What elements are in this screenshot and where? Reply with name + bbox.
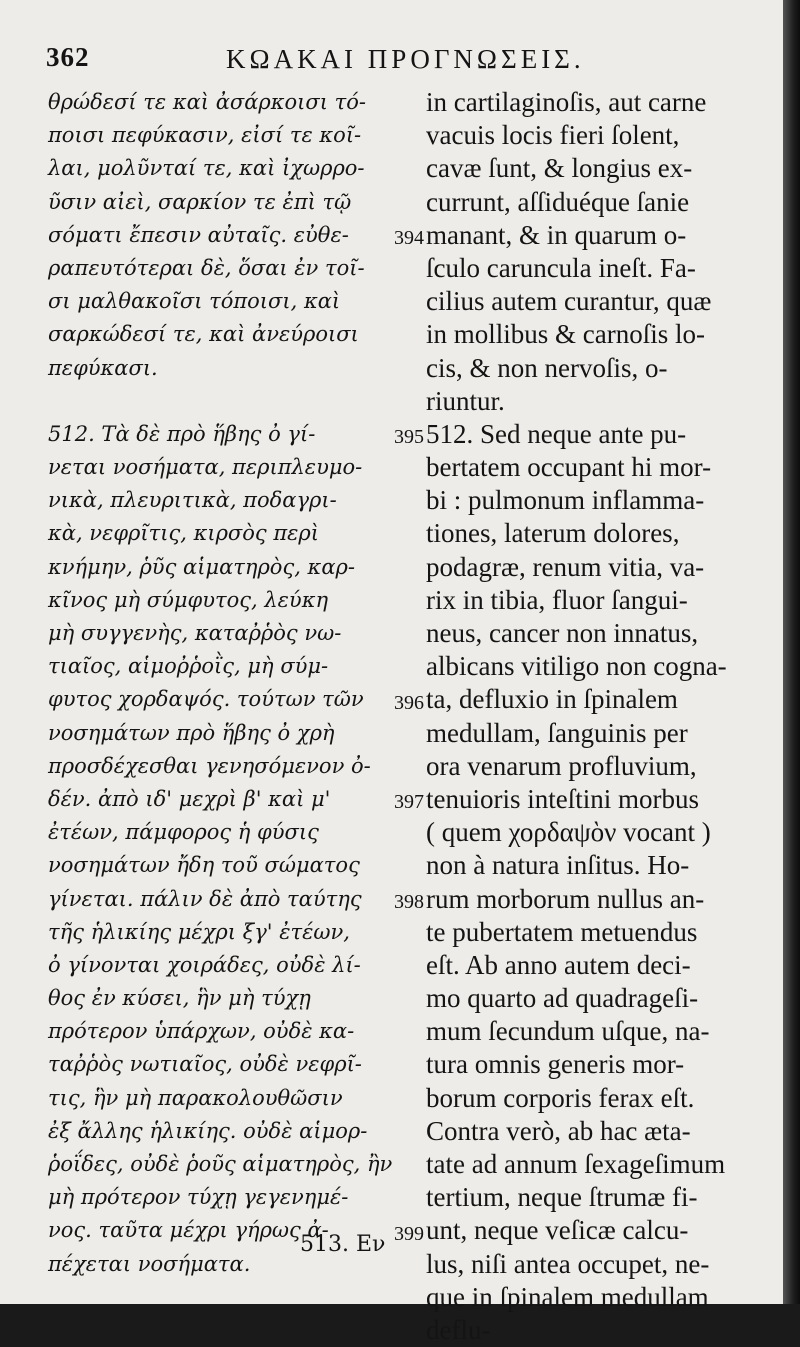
page-number: 362 [46, 42, 90, 72]
catchword: 513. Εν [300, 1232, 386, 1257]
latin-text-line: tate ad annum ſexageſimum [426, 1149, 726, 1179]
greek-text-line: θρώδεσί τε καὶ ἀσάρκοισι τό- [48, 90, 366, 114]
greek-text-column [48, 86, 408, 1281]
greek-text-line: κῖνος μὴ σύμφυτος, λεύκη [48, 587, 329, 612]
running-title: ΚΩΑΚΑΙ ΠΡΟΓΝΩΣΕΙΣ. [226, 44, 585, 74]
page-edge-shadow [783, 0, 800, 1304]
greek-text-line: σόματι ἔπεσιν αὐταῖς. εὐθε- [48, 222, 349, 247]
greek-text-line: ἐτέων, πάμφορος ἡ φύσις [48, 820, 319, 845]
greek-text-line: 512. Τὰ δὲ πρὸ ἥβης ὀ γί- [48, 421, 316, 446]
greek-text-line: ῥοΐδες, οὐδὲ ῥοῦς αἱματηρὸς, ἢν [48, 1152, 393, 1176]
greek-text-line: νεται νοσήματα, περιπλευμο- [48, 455, 363, 480]
latin-text-line: albicans vitiligo non cogna- [426, 651, 727, 682]
greek-text-line: σαρκώδεσί τε, καὶ ἀνεύροισι [48, 322, 359, 347]
greek-text-line: τῆς ἡλικίης μέχρι ξγ' ἐτέων, [48, 919, 350, 944]
latin-text-line: cis, & non nervoſis, o- [426, 352, 668, 383]
greek-text-line: δέν. ἀπὸ ιδ' μεχρὶ β' καὶ μ' [48, 786, 331, 811]
greek-text-line: γίνεται. πάλιν δὲ ἀπὸ ταύτης [48, 886, 362, 911]
latin-text-line: ( quem χορδαψὸν vocant ) [426, 817, 711, 848]
greek-text-line: πέχεται νοσήματα. [48, 1251, 251, 1276]
latin-text-line: in mollibus & carnoſis lo- [426, 319, 705, 350]
latin-text-line: medullam, ſanguinis per [426, 717, 688, 748]
greek-text-line: σι μαλθακοῖσι τόποισι, καὶ [48, 289, 341, 314]
margin-number: 396 [394, 691, 424, 714]
latin-text-line: tenuioris inteſtini morbus [426, 783, 699, 814]
margin-number: 398 [394, 890, 424, 913]
margin-number: 397 [394, 791, 424, 814]
latin-text-line: Contra verò, ab hac æta- [426, 1115, 691, 1146]
greek-text-line: πεφύκασι. [48, 355, 158, 380]
greek-text-line: νοσημάτων ἤδη τοῦ σώματος [48, 853, 360, 878]
latin-text-line: currunt, aſſiduéque ſanie [426, 186, 690, 217]
running-head [46, 40, 766, 80]
greek-text-line: νοσημάτων πρὸ ἥβης ὀ χρὴ [48, 720, 335, 745]
latin-text-line: rix in tibia, fluor ſangui- [426, 584, 688, 615]
greek-text-line: τιαῖος, αἱμοῤῥοῒς, μὴ σύμ- [48, 654, 329, 679]
latin-text-line: unt, neque veſicæ calcu- [426, 1215, 689, 1246]
latin-text-line: bertatem occupant hi mor- [426, 452, 712, 483]
margin-number: 394 [394, 226, 424, 249]
latin-text-line: mo quarto ad quadrageſi- [426, 983, 699, 1014]
latin-text-line: eſt. Ab anno autem deci- [426, 949, 691, 980]
latin-text-line: lus, niſi antea occupet, ne- [426, 1248, 710, 1279]
latin-text-line: tertium, neque ſtrumæ fi- [426, 1182, 698, 1213]
latin-text-line: ſculo caruncula ineſt. Fa- [426, 252, 696, 283]
latin-text-line: in cartilaginoſis, aut carne [426, 87, 707, 117]
margin-number: 395 [394, 426, 424, 448]
latin-text-line: riuntur. [426, 385, 505, 416]
greek-text-line: ἐξ ἄλλης ἡλικίης. οὐδὲ αἱμορ- [48, 1118, 368, 1143]
latin-text-line: borum corporis ferax eſt. [426, 1082, 695, 1113]
greek-text-line: νικὰ, πλευριτικὰ, ποδαγρι- [48, 488, 337, 513]
greek-text-line: ραπευτότεραι δὲ, ὅσαι ἐν τοῖ- [48, 255, 365, 280]
greek-text-line: ποισι πεφύκασιν, εἰσί τε κοῖ- [48, 123, 362, 148]
greek-text-line: νος. ταῦτα μέχρι γήρως ἀ- [48, 1218, 329, 1243]
greek-text-line: φυτος χορδαψός. τούτων τῶν [48, 687, 364, 712]
latin-text-line: vacuis locis fieri ſolent, [426, 120, 680, 151]
latin-text-line: ta, defluxio in ſpinalem [426, 684, 678, 715]
greek-text-line [48, 385, 408, 418]
greek-text-line: τις, ἣν μὴ παρακολουθῶσιν [48, 1085, 343, 1110]
latin-text-line: deflu- [426, 1314, 491, 1345]
latin-text-line: te pubertatem metuendus [426, 916, 698, 947]
latin-text-line: tiones, laterum dolores, [426, 518, 680, 549]
greek-text-line: θος ἐν κύσει, ἣν μὴ τύχῃ [48, 986, 311, 1011]
latin-text-line: mum ſecundum uſque, na- [426, 1016, 710, 1047]
latin-text-line: ora venarum profluvium, [426, 750, 697, 781]
greek-text-line: μὴ πρότερον τύχῃ γεγενημέ- [48, 1185, 349, 1210]
latin-text-line: neus, cancer non innatus, [426, 618, 699, 648]
latin-text-line: tura omnis generis mor- [426, 1049, 685, 1080]
latin-text-line: podagræ, renum vitia, va- [426, 551, 705, 582]
greek-text-line: κὰ, νεφρῖτις, κιρσὸς περὶ [48, 521, 320, 546]
greek-text-line: ῦσιν αἰεὶ, σαρκίον τε ἐπὶ τῷ [48, 189, 352, 214]
latin-text-line: cavæ ſunt, & longius ex- [426, 153, 693, 184]
latin-text-line: 512. Sed neque ante pu- [426, 418, 687, 449]
latin-text-line: non à natura inſitus. Ho- [426, 850, 690, 881]
greek-text-line: ὀ γίνονται χοιράδες, οὐδὲ λί- [48, 952, 361, 977]
greek-text-line: πρότερον ὑπάρχων, οὐδὲ κα- [48, 1019, 355, 1044]
latin-text-line: bi : pulmonum inflamma- [426, 485, 705, 516]
latin-text-line: cilius autem curantur, quæ [426, 286, 712, 317]
latin-text-line: manant, & in quarum o- [426, 219, 687, 250]
greek-text-line: μὴ συγγενὴς, καταῤῥὸς νω- [48, 621, 342, 645]
greek-text-line: προσδέχεσθαι γενησόμενον ὀ- [48, 753, 371, 778]
latin-text-column [426, 86, 766, 1347]
latin-text-line: rum morborum nullus an- [426, 883, 705, 914]
greek-text-line: κνήμην, ῥῦς αἱματηρὸς, καρ- [48, 554, 355, 579]
latin-text-line: que in ſpinalem medullam [426, 1281, 709, 1312]
greek-text-line: ταῤῥὸς νωτιαῖος, οὐδὲ νεφρῖ- [48, 1052, 362, 1077]
margin-number: 399 [394, 1222, 424, 1245]
greek-text-line: λαι, μολῦνταί τε, καὶ ἰχωρρο- [48, 156, 365, 181]
